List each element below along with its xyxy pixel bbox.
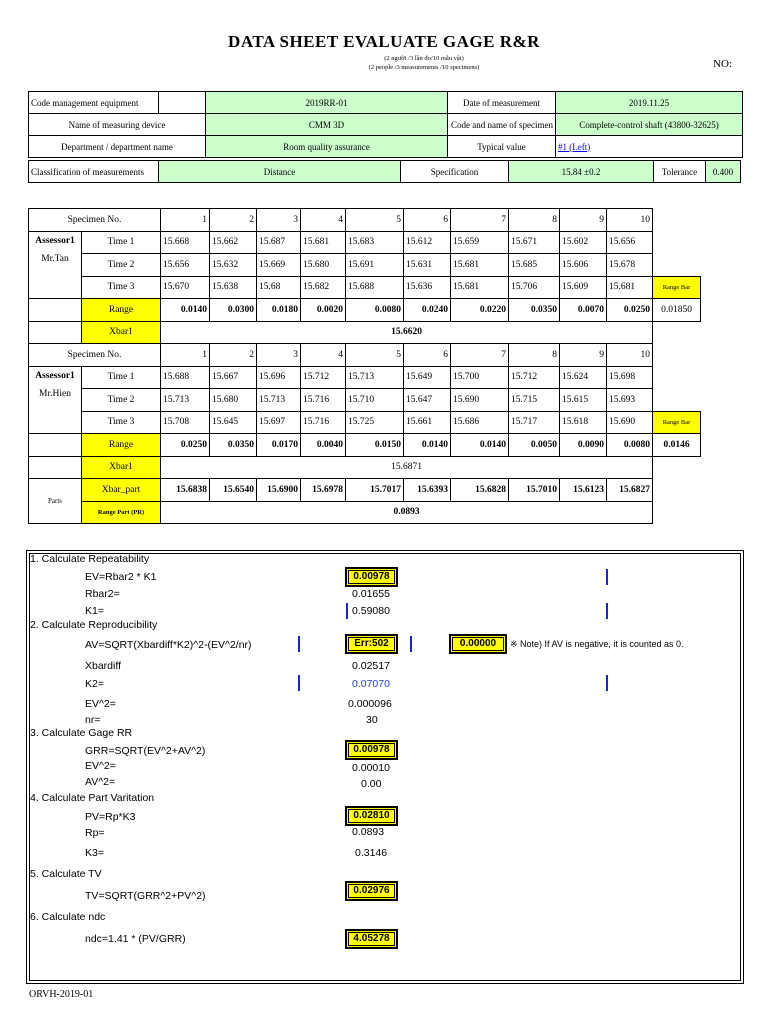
av-note: ※ Note) If AV is negative, it is counted as 0. [510,639,684,649]
tolerance-label: Tolerance [654,161,706,183]
av-squared-value: 0.00 [361,778,382,790]
time-1-row [29,231,701,254]
spacer-cell [653,479,701,502]
assessor-name: Mr.Tan [41,253,69,264]
time-2-value[interactable]: 15.631 [404,254,451,277]
classification-value[interactable]: Distance [159,161,401,183]
range-value: 0.0090 [560,434,607,457]
xbar-part-value: 15.6828 [451,479,509,502]
classification-label: Classification of measurements [29,161,159,183]
range-part-value: 0.0893 [161,501,653,524]
time-3-value[interactable]: 15.618 [560,411,607,434]
specimen-number: 4 [301,344,346,367]
time-1-label: Time 1 [82,366,161,389]
time-1-value[interactable]: 15.624 [560,366,607,389]
time-3-value[interactable]: 15.661 [404,411,451,434]
time-2-value[interactable]: 15.685 [509,254,560,277]
xbar-part-value: 15.6393 [404,479,451,502]
pv-formula: PV=Rp*K3 [85,811,136,823]
assessor-cell [29,366,82,434]
specimen-number: 8 [509,209,560,232]
time-2-label: Time 2 [82,389,161,412]
range-value: 0.0240 [404,299,451,322]
time-3-value[interactable]: 15.670 [161,276,210,299]
specimen-number: 7 [451,344,509,367]
parts-label: Parts [29,479,82,524]
range-value: 0.0250 [607,299,653,322]
assessor-label: Assessor1 [35,370,75,381]
page-title: DATA SHEET EVALUATE GAGE R&R [228,32,540,51]
date-label: Date of measurement [448,92,556,114]
spacer-cell [653,456,701,479]
time-2-value[interactable]: 15.678 [607,254,653,277]
spacer-cell [653,389,701,412]
xbar-part-value: 15.6540 [210,479,257,502]
xbar-label: Xbar1 [82,456,161,479]
tv-result-box[interactable]: 0.02976 [345,881,398,901]
code-value[interactable]: 2019RR-01 [206,92,448,114]
cell-marker [346,603,348,619]
xbar-part-value: 15.6827 [607,479,653,502]
time-2-value[interactable]: 15.691 [346,254,404,277]
specimen-number: 10 [607,209,653,232]
range-value: 0.0350 [509,299,560,322]
ev-squared-value: 0.000096 [348,698,392,710]
ev-squared-value-2: 0.00010 [352,762,390,774]
time-2-value[interactable]: 15.669 [257,254,301,277]
xbar-value: 15.6871 [161,456,653,479]
time-1-value[interactable]: 15.612 [404,231,451,254]
time-3-value[interactable]: 15.682 [301,276,346,299]
spacer-cell [653,321,701,344]
ev-squared-label-2: EV^2= [85,760,116,772]
time-1-label: Time 1 [82,231,161,254]
time-2-value[interactable]: 15.615 [560,389,607,412]
time-1-row [29,366,701,389]
pv-result-box[interactable]: 0.02810 [345,806,398,826]
time-3-value[interactable]: 15.645 [210,411,257,434]
xbar-value: 15.6620 [161,321,653,344]
range-value: 0.0350 [210,434,257,457]
range-value: 0.0250 [161,434,210,457]
time-2-value[interactable]: 15.680 [301,254,346,277]
spacer-cell [653,501,701,524]
specimen-number: 5 [346,344,404,367]
assessor-name: Mr.Hien [39,388,71,399]
time-3-label: Time 3 [82,411,161,434]
rp-value: 0.0893 [352,826,385,838]
rp-label: Rp= [85,827,105,839]
xbar-part-value: 15.6900 [257,479,301,502]
xbar-part-value: 15.7017 [346,479,404,502]
range-row [29,299,701,322]
time-1-value[interactable]: 15.668 [161,231,210,254]
time-1-value[interactable]: 15.698 [607,366,653,389]
range-value: 0.0070 [560,299,607,322]
specimen-number: 6 [404,344,451,367]
xbar-part-value: 15.6123 [560,479,607,502]
time-2-row [29,254,701,277]
time-2-value[interactable]: 15.693 [607,389,653,412]
time-3-value[interactable]: 15.681 [451,276,509,299]
time-3-value[interactable]: 15.636 [404,276,451,299]
specimen-label: Specimen No. [29,344,161,367]
spec-label: Specification [401,161,509,183]
time-1-value[interactable]: 15.712 [509,366,560,389]
code-label: Code management equipment [29,92,159,114]
spacer-cell [653,366,701,389]
footer-code: ORVH-2019-01 [29,989,94,1000]
time-2-value[interactable]: 15.680 [210,389,257,412]
time-1-value[interactable]: 15.659 [451,231,509,254]
time-3-row [29,276,701,299]
range-value: 0.0080 [346,299,404,322]
specimen-label: Code and name of specimen [448,114,556,136]
grr-formula: GRR=SQRT(EV^2+AV^2) [85,745,206,757]
measurement-table [28,208,701,524]
xbardiff-label: Xbardiff [85,660,121,672]
range-value: 0.0170 [257,434,301,457]
nr-label: nr= [85,714,101,726]
time-3-value[interactable]: 15.681 [607,276,653,299]
ev-result-box[interactable]: 0.00978 [345,567,398,587]
specimen-number: 3 [257,344,301,367]
xbar-row [29,321,701,344]
cell-marker [606,569,608,585]
av-formula: AV=SQRT(Xbardiff*K2)^2-(EV^2/nr) [85,639,252,651]
time-3-value[interactable]: 15.686 [451,411,509,434]
time-3-value[interactable]: 15.688 [346,276,404,299]
range-bar-label: Range Bar [653,276,701,299]
k1-label: K1= [85,605,104,617]
ndc-heading: 6. Calculate ndc [30,911,106,923]
empty-cell [29,299,82,322]
tolerance-value[interactable]: 0.400 [706,161,741,183]
time-1-value[interactable]: 15.713 [346,366,404,389]
av-squared-label: AV^2= [85,776,116,788]
specimen-number: 4 [301,209,346,232]
department-value[interactable]: Room quality assurance [206,136,448,158]
av-result-box[interactable]: Err:502 [345,634,398,654]
specimen-number: 2 [210,344,257,367]
specimen-value[interactable]: Complete-control shaft (43800-32625) [556,114,743,136]
spacer-cell [653,209,701,232]
empty-cell [159,92,206,114]
time-2-value[interactable]: 15.656 [161,254,210,277]
range-bar-label: Range Bar [653,411,701,434]
cell-marker [298,636,300,652]
specimen-header-row [29,209,701,232]
time-3-value[interactable]: 15.706 [509,276,560,299]
range-label: Range [82,434,161,457]
range-bar-value: 0.0146 [653,434,701,457]
rbar2-label: Rbar2= [85,588,120,600]
xbar-part-value: 15.6978 [301,479,346,502]
time-1-value[interactable]: 15.687 [257,231,301,254]
time-2-value[interactable]: 15.690 [451,389,509,412]
department-label: Department / department name [29,136,206,158]
typical-label: Typical value [448,136,556,158]
specimen-number: 5 [346,209,404,232]
empty-cell [29,456,82,479]
time-1-value[interactable]: 15.683 [346,231,404,254]
time-3-value[interactable]: 15.716 [301,411,346,434]
subtitle-vn: (2 người /3 lần đo/10 mẫu vật) [384,55,464,62]
xbar-row [29,456,701,479]
specimen-number: 7 [451,209,509,232]
range-value: 0.0220 [451,299,509,322]
range-bar-value: 0.01850 [653,299,701,322]
spacer-cell [653,344,701,367]
assessor-label: Assessor1 [35,235,75,246]
time-1-value[interactable]: 15.681 [301,231,346,254]
ev-formula: EV=Rbar2 * K1 [85,571,157,583]
time-3-value[interactable]: 15.717 [509,411,560,434]
time-1-value[interactable]: 15.662 [210,231,257,254]
specimen-number: 1 [161,209,210,232]
rbar2-value: 0.01655 [352,588,390,600]
date-value[interactable]: 2019.11.25 [556,92,743,114]
typical-value-link[interactable]: #1 (Left) [556,136,743,158]
time-2-label: Time 2 [82,254,161,277]
time-1-value[interactable]: 15.667 [210,366,257,389]
assessor-cell [29,231,82,299]
range-part-label: Range Part (PR) [82,501,161,524]
classification-row [28,160,741,183]
time-2-value[interactable]: 15.710 [346,389,404,412]
time-3-value[interactable]: 15.690 [607,411,653,434]
range-value: 0.0180 [257,299,301,322]
range-value: 0.0040 [301,434,346,457]
xbar-label: Xbar1 [82,321,161,344]
k3-label: K3= [85,847,104,859]
xbar-part-value: 15.6838 [161,479,210,502]
range-value: 0.0050 [509,434,560,457]
k2-value: 0.07070 [352,678,390,690]
time-2-value[interactable]: 15.647 [404,389,451,412]
spacer-cell [653,231,701,254]
k3-value: 0.3146 [355,847,388,859]
cell-marker [606,675,608,691]
xbardiff-value: 0.02517 [352,660,390,672]
cell-marker [298,675,300,691]
empty-cell [29,434,82,457]
reproducibility-heading: 2. Calculate Reproducibility [30,619,158,631]
time-1-value[interactable]: 15.671 [509,231,560,254]
specimen-number: 6 [404,209,451,232]
time-3-label: Time 3 [82,276,161,299]
time-3-value[interactable]: 15.638 [210,276,257,299]
specimen-number: 10 [607,344,653,367]
specimen-number: 8 [509,344,560,367]
k1-value: 0.59080 [352,605,390,617]
time-2-row [29,389,701,412]
range-part-row [29,501,701,524]
range-label: Range [82,299,161,322]
range-row [29,434,701,457]
range-value: 0.0140 [451,434,509,457]
cell-marker [606,603,608,619]
time-1-value[interactable]: 15.688 [161,366,210,389]
time-2-value[interactable]: 15.632 [210,254,257,277]
time-1-value[interactable]: 15.712 [301,366,346,389]
range-value: 0.0080 [607,434,653,457]
ndc-result-box[interactable]: 4.05278 [345,929,398,949]
specimen-number: 1 [161,344,210,367]
range-value: 0.0300 [210,299,257,322]
k2-label: K2= [85,678,104,690]
xbar-part-value: 15.7010 [509,479,560,502]
xbar-part-label: Xbar_part [82,479,161,502]
time-2-value[interactable]: 15.681 [451,254,509,277]
time-3-value[interactable]: 15.697 [257,411,301,434]
time-3-value[interactable]: 15.609 [560,276,607,299]
tv-heading: 5. Calculate TV [30,868,102,880]
range-value: 0.0140 [404,434,451,457]
grr-result-box[interactable]: 0.00978 [345,740,398,760]
time-3-value[interactable]: 15.725 [346,411,404,434]
time-2-value[interactable]: 15.713 [257,389,301,412]
time-2-value[interactable]: 15.715 [509,389,560,412]
cell-marker [410,636,412,652]
ev-squared-label: EV^2= [85,698,116,710]
equipment-info-table [28,91,743,158]
range-value: 0.0150 [346,434,404,457]
xbar-part-row [29,479,701,502]
device-label: Name of measuring device [29,114,206,136]
tv-formula: TV=SQRT(GRR^2+PV^2) [85,890,206,902]
gage-rr-heading: 3. Calculate Gage RR [30,727,133,739]
time-1-value[interactable]: 15.649 [404,366,451,389]
spec-value[interactable]: 15.84 ±0.2 [509,161,654,183]
time-2-value[interactable]: 15.606 [560,254,607,277]
time-1-value[interactable]: 15.700 [451,366,509,389]
time-1-value[interactable]: 15.656 [607,231,653,254]
empty-cell [29,321,82,344]
specimen-number: 2 [210,209,257,232]
spacer-cell [653,254,701,277]
specimen-header-row [29,344,701,367]
part-variation-heading: 4. Calculate Part Varitation [30,792,155,804]
time-1-value[interactable]: 15.696 [257,366,301,389]
document-number-label: NO: [713,58,732,70]
subtitle-en: (2 people /3 measurements /10 specimens) [368,64,480,71]
time-3-value[interactable]: 15.68 [257,276,301,299]
repeatability-heading: 1. Calculate Repeatability [30,553,150,565]
specimen-label: Specimen No. [29,209,161,232]
time-2-value[interactable]: 15.713 [161,389,210,412]
ndc-formula: ndc=1.41 * (PV/GRR) [85,933,186,945]
av-adjusted-box[interactable]: 0.00000 [449,634,507,654]
specimen-number: 9 [560,344,607,367]
time-2-value[interactable]: 15.716 [301,389,346,412]
nr-value: 30 [366,714,378,726]
specimen-number: 3 [257,209,301,232]
specimen-number: 9 [560,209,607,232]
range-value: 0.0020 [301,299,346,322]
time-3-value[interactable]: 15.708 [161,411,210,434]
time-1-value[interactable]: 15.602 [560,231,607,254]
device-value[interactable]: CMM 3D [206,114,448,136]
time-3-row [29,411,701,434]
range-value: 0.0140 [161,299,210,322]
